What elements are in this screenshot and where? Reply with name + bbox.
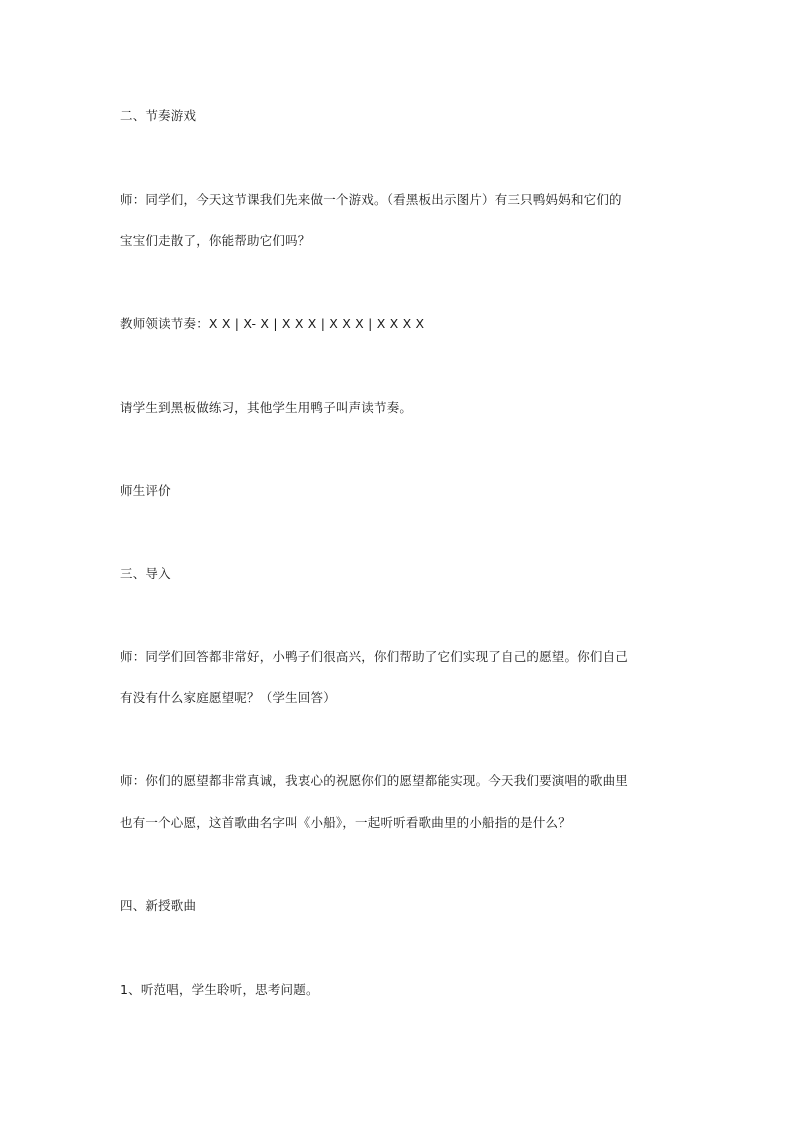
section-heading-rhythm-game: 二、节奏游戏 [120, 108, 197, 123]
paragraph-line: 师：你们的愿望都非常真诚，我衷心的祝愿你们的愿望都能实现。今天我们要演唱的歌曲里 [120, 773, 629, 788]
section-heading-new-song: 四、新授歌曲 [120, 898, 197, 913]
list-item: 1、听范唱，学生聆听，思考问题。 [120, 982, 319, 997]
paragraph-line: 也有一个心愿，这首歌曲名字叫《小船》，一起听听看歌曲里的小船指的是什么？ [120, 815, 571, 830]
paragraph-line: 师：同学们，今天这节课我们先来做一个游戏。（看黑板出示图片）有三只鸭妈妈和它们的 [120, 192, 622, 207]
rhythm-line: 教师领读节奏：X X | X- X | X X X | X X X | X X X X [120, 316, 425, 331]
paragraph-line: 师：同学们回答都非常好，小鸭子们很高兴，你们帮助了它们实现了自己的愿望。你们自己 [120, 649, 629, 664]
paragraph-line: 请学生到黑板做练习，其他学生用鸭子叫声读节奏。 [120, 400, 413, 415]
section-heading-introduction: 三、导入 [120, 566, 171, 581]
paragraph-line: 宝宝们走散了，你能帮助它们吗？ [120, 233, 311, 248]
paragraph-line: 师生评价 [120, 483, 171, 498]
paragraph-line: 有没有什么家庭愿望呢？（学生回答） [120, 690, 336, 705]
